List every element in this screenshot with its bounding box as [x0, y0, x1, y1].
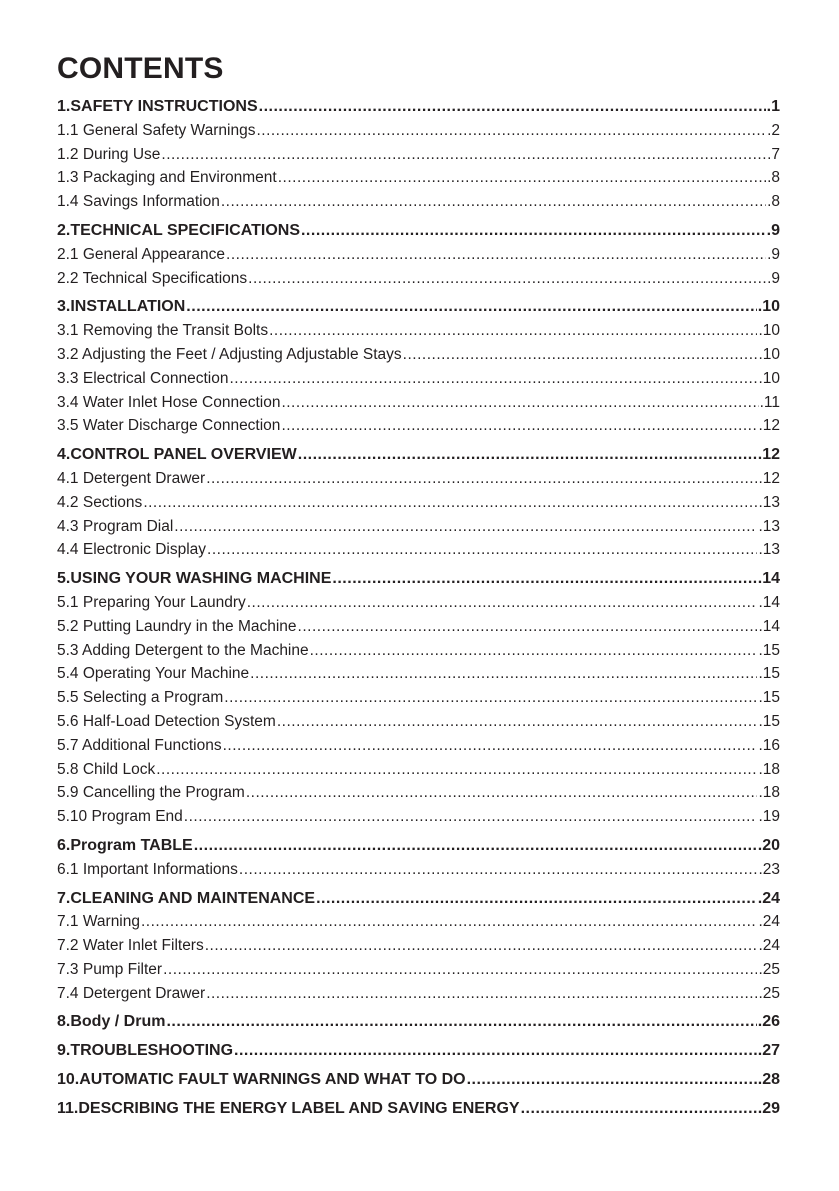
- toc-dot-leader: [277, 710, 758, 734]
- toc-dot-leader: [332, 567, 756, 591]
- toc-entry-label: 5.10 Program End: [57, 808, 183, 826]
- toc-page-number: .13: [758, 493, 780, 511]
- toc-entry-label: 5.4 Operating Your Machine: [57, 665, 250, 683]
- toc-page-number: .10: [757, 298, 780, 316]
- toc-page-number: .19: [758, 808, 780, 826]
- toc-subsection-entry[interactable]: [57, 391, 780, 415]
- toc-dot-leader: [161, 143, 766, 167]
- toc-section-entry[interactable]: [57, 567, 780, 591]
- toc-subsection-entry[interactable]: [57, 143, 780, 167]
- toc-page-number: .14: [758, 617, 780, 635]
- toc-dot-leader: [207, 538, 757, 562]
- toc-entry-label: 11.DESCRIBING THE ENERGY LABEL AND SAVING ENERGY: [57, 1099, 520, 1117]
- toc-section-entry[interactable]: [57, 295, 780, 319]
- toc-page-number: .9: [767, 245, 780, 263]
- toc-entry-label: 5.7 Additional Functions: [57, 736, 222, 754]
- toc-entry-label: 5.1 Preparing Your Laundry: [57, 593, 246, 611]
- toc-dot-leader: [156, 758, 757, 782]
- toc-page-number: .10: [758, 369, 780, 387]
- toc-page-number: .16: [758, 736, 780, 754]
- toc-subsection-entry[interactable]: [57, 591, 780, 615]
- toc-subsection-entry[interactable]: [57, 639, 780, 663]
- toc-section-entry[interactable]: [57, 1068, 780, 1092]
- toc-section-entry[interactable]: [57, 834, 780, 858]
- toc-entry-label: 1.2 During Use: [57, 145, 161, 163]
- toc-subsection-entry[interactable]: [57, 538, 780, 562]
- toc-subsection-entry[interactable]: [57, 414, 780, 438]
- toc-page-number: .26: [757, 1013, 780, 1031]
- toc-page-number: .11: [759, 393, 780, 411]
- toc-subsection-entry[interactable]: [57, 615, 780, 639]
- toc-subsection-entry[interactable]: [57, 781, 780, 805]
- toc-dot-leader: [205, 934, 758, 958]
- toc-entry-label: 5.2 Putting Laundry in the Machine: [57, 617, 297, 635]
- toc-entry-label: 5.5 Selecting a Program: [57, 689, 224, 707]
- toc-entry-label: 1.SAFETY INSTRUCTIONS: [57, 98, 258, 115]
- toc-page-number: .28: [757, 1071, 780, 1089]
- toc-dot-leader: [250, 662, 757, 686]
- toc-entry-label: 3.1 Removing the Transit Bolts: [57, 322, 269, 340]
- toc-entry-label: 7.2 Water Inlet Filters: [57, 937, 204, 955]
- toc-section-entry[interactable]: [57, 95, 780, 119]
- toc-page-number: .14: [757, 570, 780, 588]
- toc-dot-leader: [221, 190, 766, 214]
- toc-subsection-entry[interactable]: [57, 515, 780, 539]
- toc-page-number: .24: [758, 937, 780, 955]
- toc-subsection-entry[interactable]: [57, 662, 780, 686]
- toc-dot-leader: [298, 615, 758, 639]
- toc-page-number: .24: [758, 913, 780, 931]
- toc-page-number: .2: [767, 121, 780, 139]
- page-title: CONTENTS: [57, 52, 224, 85]
- toc-dot-leader: [194, 834, 757, 858]
- toc-page-number: .9: [766, 221, 780, 239]
- toc-entry-label: 9.TROUBLESHOOTING: [57, 1042, 234, 1060]
- toc-dot-leader: [174, 515, 757, 539]
- toc-section-entry[interactable]: [57, 1010, 780, 1034]
- toc-section-entry[interactable]: [57, 443, 780, 467]
- toc-entry-label: 4.CONTROL PANEL OVERVIEW: [57, 446, 297, 464]
- toc-dot-leader: [298, 443, 757, 467]
- toc-page-number: .12: [758, 417, 780, 435]
- toc-subsection-entry[interactable]: [57, 734, 780, 758]
- toc-entry-label: 4.1 Detergent Drawer: [57, 469, 206, 487]
- toc-entry-label: 2.2 Technical Specifications: [57, 269, 248, 287]
- toc-dot-leader: [247, 591, 758, 615]
- toc-subsection-entry[interactable]: [57, 267, 780, 291]
- toc-page-number: .1: [766, 98, 780, 115]
- toc-subsection-entry[interactable]: [57, 958, 780, 982]
- toc-dot-leader: [248, 267, 766, 291]
- toc-entry-label: 3.INSTALLATION: [57, 298, 186, 316]
- toc-page-number: .15: [758, 689, 780, 707]
- toc-entry-label: 3.3 Electrical Connection: [57, 369, 229, 387]
- toc-subsection-entry[interactable]: [57, 119, 780, 143]
- toc-page-number: .9: [767, 269, 780, 287]
- toc-page-number: .8: [767, 193, 780, 211]
- toc-entry-label: 5.3 Adding Detergent to the Machine: [57, 641, 309, 659]
- toc-subsection-entry[interactable]: [57, 758, 780, 782]
- toc-subsection-entry[interactable]: [57, 805, 780, 829]
- toc-page-number: .15: [758, 712, 780, 730]
- toc-subsection-entry[interactable]: [57, 467, 780, 491]
- toc-subsection-entry[interactable]: [57, 319, 780, 343]
- toc-entry-label: 10.AUTOMATIC FAULT WARNINGS AND WHAT TO DO: [57, 1071, 466, 1089]
- toc-dot-leader: [239, 858, 758, 882]
- toc-page-number: .7: [767, 145, 780, 163]
- toc-dot-leader: [269, 319, 757, 343]
- toc-entry-label: 7.CLEANING AND MAINTENANCE: [57, 889, 316, 907]
- toc-entry-label: 5.9 Cancelling the Program: [57, 784, 245, 802]
- toc-dot-leader: [256, 119, 766, 143]
- toc-entry-label: 5.6 Half-Load Detection System: [57, 712, 276, 730]
- toc-page-number: .15: [758, 665, 780, 683]
- toc-page-number: .14: [758, 593, 780, 611]
- toc-dot-leader: [310, 639, 758, 663]
- toc-entry-label: 2.TECHNICAL SPECIFICATIONS: [57, 221, 300, 239]
- toc-entry-label: 7.4 Detergent Drawer: [57, 984, 206, 1002]
- toc-dot-leader: [186, 295, 756, 319]
- toc-subsection-entry[interactable]: [57, 367, 780, 391]
- toc-dot-leader: [206, 467, 757, 491]
- toc-subsection-entry[interactable]: [57, 343, 780, 367]
- toc-subsection-entry[interactable]: [57, 166, 780, 190]
- toc-page-number: .12: [758, 469, 780, 487]
- toc-page-number: .24: [757, 889, 780, 907]
- toc-dot-leader: [316, 887, 757, 911]
- toc-entry-label: 4.4 Electronic Display: [57, 541, 207, 559]
- toc-page-number: .23: [758, 860, 780, 878]
- toc-dot-leader: [281, 414, 757, 438]
- toc-dot-leader: [206, 982, 757, 1006]
- toc-dot-leader: [226, 243, 766, 267]
- toc-page-number: .15: [758, 641, 780, 659]
- toc-subsection-entry[interactable]: [57, 934, 780, 958]
- toc-section-entry[interactable]: [57, 887, 780, 911]
- toc-entry-label: 1.3 Packaging and Environment: [57, 169, 277, 187]
- toc-dot-leader: [143, 491, 757, 515]
- toc-entry-label: 8.Body / Drum: [57, 1013, 166, 1031]
- toc-entry-label: 3.4 Water Inlet Hose Connection: [57, 393, 281, 411]
- toc-subsection-entry[interactable]: [57, 858, 780, 882]
- toc-page-number: .10: [758, 345, 780, 363]
- toc-entry-label: 2.1 General Appearance: [57, 245, 226, 263]
- toc-dot-leader: [166, 1010, 756, 1034]
- toc-subsection-entry[interactable]: [57, 190, 780, 214]
- toc-page-number: .13: [758, 541, 780, 559]
- toc-dot-leader: [403, 343, 758, 367]
- table-of-contents: [57, 95, 780, 1121]
- toc-page-number: .10: [758, 322, 780, 340]
- toc-dot-leader: [234, 1039, 757, 1063]
- toc-dot-leader: [223, 734, 758, 758]
- toc-page-number: .25: [758, 960, 780, 978]
- toc-dot-leader: [229, 367, 757, 391]
- toc-page-number: .29: [757, 1099, 780, 1117]
- toc-section-entry[interactable]: [57, 219, 780, 243]
- toc-entry-label: 7.3 Pump Filter: [57, 960, 163, 978]
- toc-page-number: .8: [767, 169, 780, 187]
- toc-section-entry[interactable]: [57, 1039, 780, 1063]
- toc-page-number: .12: [757, 446, 780, 464]
- toc-entry-label: 6.Program TABLE: [57, 836, 193, 854]
- toc-dot-leader: [246, 781, 758, 805]
- toc-dot-leader: [467, 1068, 757, 1092]
- toc-entry-label: 1.1 General Safety Warnings: [57, 121, 256, 139]
- toc-subsection-entry[interactable]: [57, 710, 780, 734]
- toc-page-number: .25: [758, 984, 780, 1002]
- toc-dot-leader: [141, 910, 757, 934]
- toc-dot-leader: [163, 958, 757, 982]
- toc-section-entry[interactable]: [57, 1097, 780, 1121]
- toc-page-number: .13: [758, 517, 780, 535]
- toc-dot-leader: [301, 219, 766, 243]
- toc-entry-label: 3.5 Water Discharge Connection: [57, 417, 281, 435]
- toc-subsection-entry[interactable]: [57, 686, 780, 710]
- toc-entry-label: 3.2 Adjusting the Feet / Adjusting Adjustable Stays: [57, 345, 402, 363]
- toc-entry-label: 4.2 Sections: [57, 493, 143, 511]
- toc-dot-leader: [521, 1097, 757, 1121]
- toc-entry-label: 7.1 Warning: [57, 913, 140, 931]
- toc-subsection-entry[interactable]: [57, 491, 780, 515]
- toc-entry-label: 5.USING YOUR WASHING MACHINE: [57, 570, 332, 588]
- toc-dot-leader: [281, 391, 758, 415]
- toc-subsection-entry[interactable]: [57, 910, 780, 934]
- toc-dot-leader: [278, 166, 766, 190]
- toc-entry-label: 4.3 Program Dial: [57, 517, 174, 535]
- toc-entry-label: 5.8 Child Lock: [57, 760, 156, 778]
- toc-subsection-entry[interactable]: [57, 243, 780, 267]
- toc-entry-label: 6.1 Important Informations: [57, 860, 238, 878]
- toc-subsection-entry[interactable]: [57, 982, 780, 1006]
- toc-page-number: .27: [757, 1042, 780, 1060]
- toc-dot-leader: [224, 686, 757, 710]
- toc-page-number: .20: [757, 836, 780, 854]
- toc-dot-leader: [259, 95, 766, 119]
- toc-page-number: .18: [758, 760, 780, 778]
- toc-dot-leader: [184, 805, 758, 829]
- toc-page-number: .18: [758, 784, 780, 802]
- toc-entry-label: 1.4 Savings Information: [57, 193, 220, 211]
